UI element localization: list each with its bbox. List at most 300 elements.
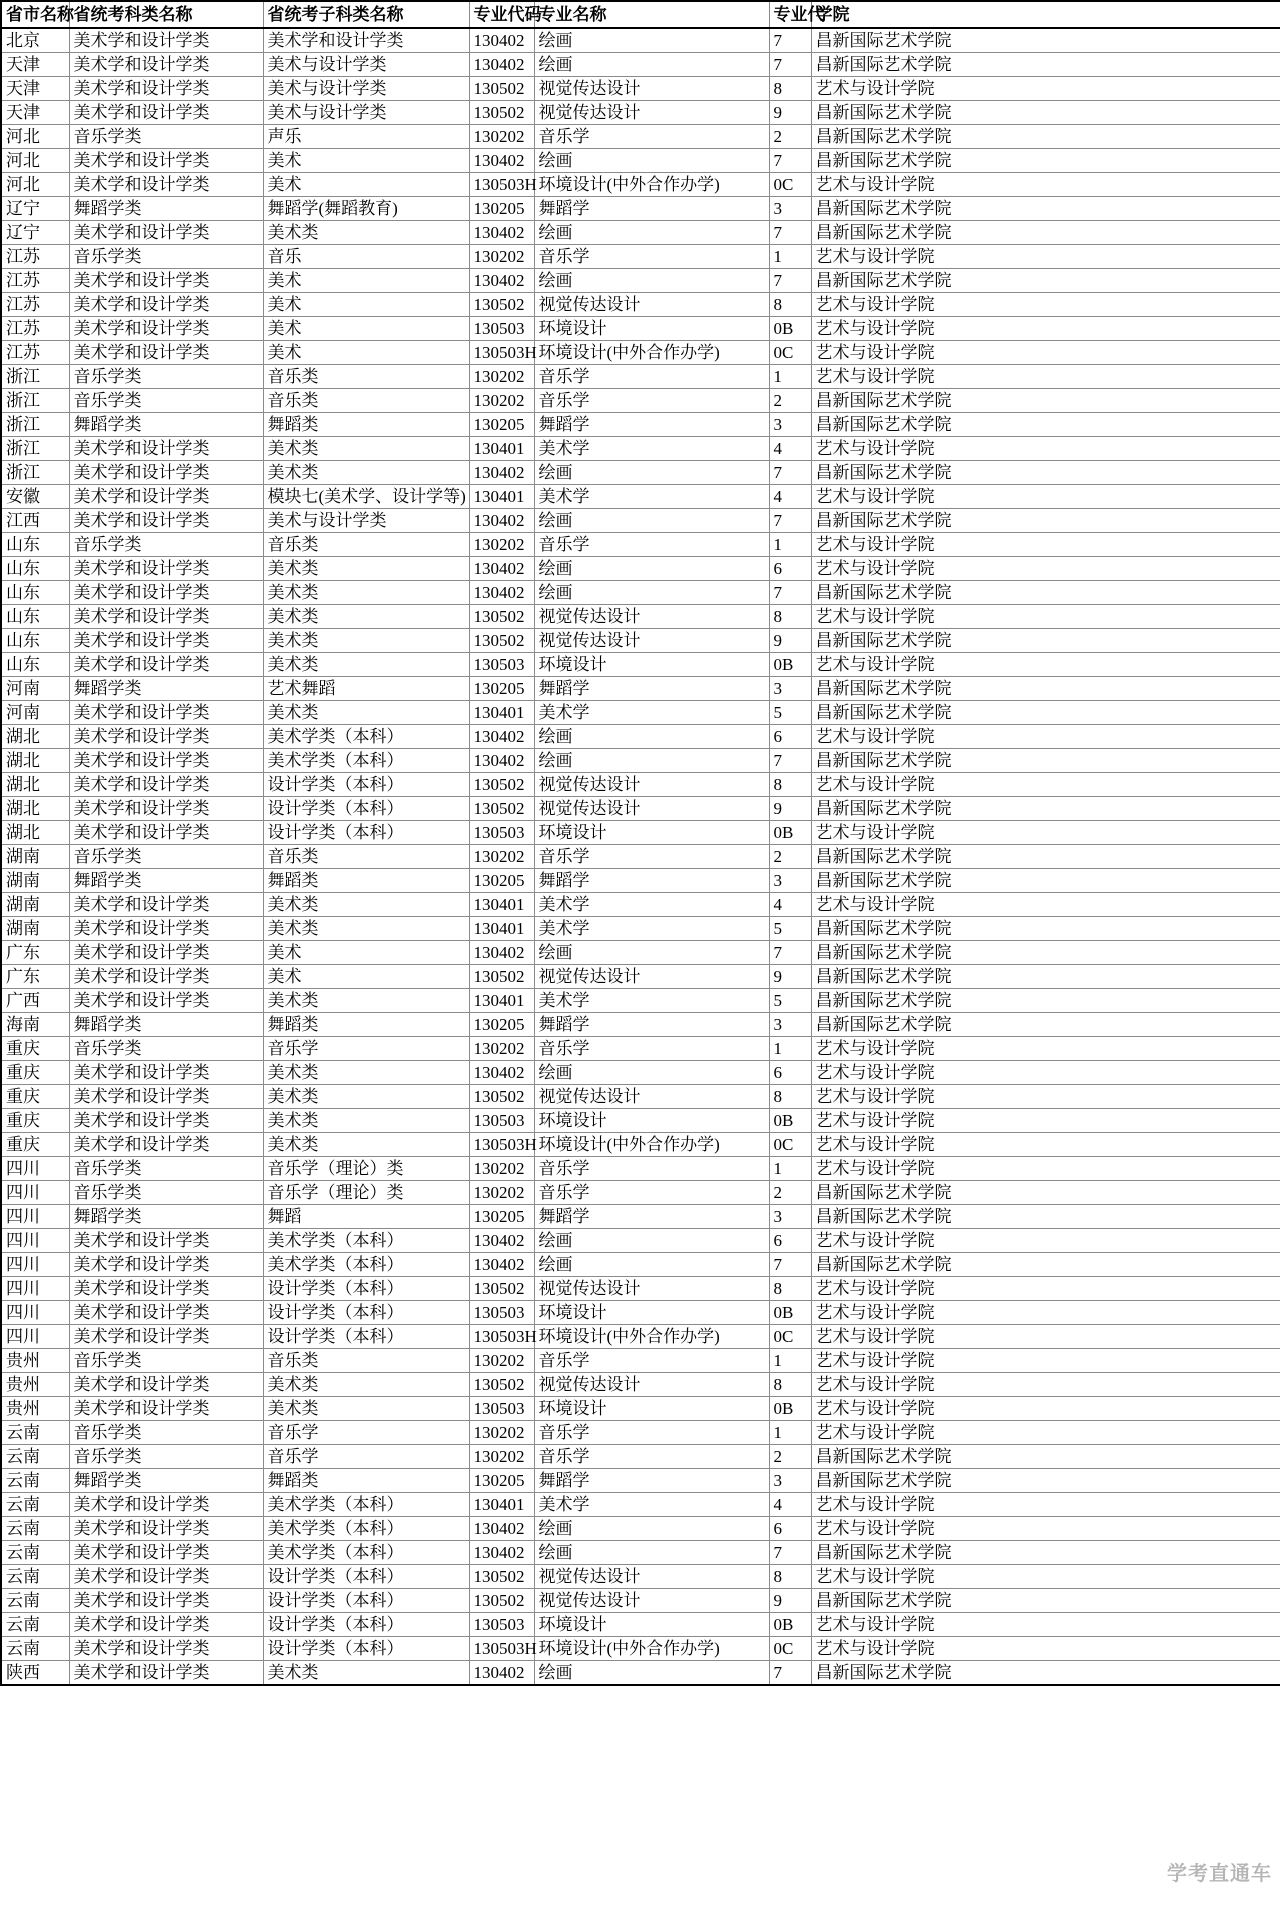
cell-major_code2[interactable]: 7 xyxy=(769,1253,811,1277)
cell-major_code[interactable]: 130402 xyxy=(469,1229,534,1253)
cell-province[interactable]: 江西 xyxy=(1,509,69,533)
cell-major_code2[interactable]: 1 xyxy=(769,1157,811,1181)
cell-major_name[interactable]: 舞蹈学 xyxy=(534,677,769,701)
cell-province[interactable]: 浙江 xyxy=(1,365,69,389)
cell-category[interactable]: 美术学和设计学类 xyxy=(69,341,263,365)
cell-major_name[interactable]: 音乐学 xyxy=(534,1349,769,1373)
cell-major_name[interactable]: 视觉传达设计 xyxy=(534,77,769,101)
cell-college[interactable]: 昌新国际艺术学院 xyxy=(811,965,1280,989)
cell-category[interactable]: 美术学和设计学类 xyxy=(69,893,263,917)
cell-major_code2[interactable]: 0B xyxy=(769,653,811,677)
cell-major_name[interactable]: 音乐学 xyxy=(534,389,769,413)
cell-subcategory[interactable]: 美术学类（本科） xyxy=(263,749,469,773)
cell-province[interactable]: 四川 xyxy=(1,1229,69,1253)
cell-category[interactable]: 美术学和设计学类 xyxy=(69,917,263,941)
cell-subcategory[interactable]: 美术类 xyxy=(263,917,469,941)
cell-province[interactable]: 广西 xyxy=(1,989,69,1013)
cell-category[interactable]: 美术学和设计学类 xyxy=(69,1133,263,1157)
cell-major_code[interactable]: 130402 xyxy=(469,221,534,245)
cell-major_name[interactable]: 舞蹈学 xyxy=(534,1469,769,1493)
cell-college[interactable]: 昌新国际艺术学院 xyxy=(811,1253,1280,1277)
cell-province[interactable]: 江苏 xyxy=(1,317,69,341)
cell-province[interactable]: 河南 xyxy=(1,677,69,701)
cell-major_name[interactable]: 绘画 xyxy=(534,1517,769,1541)
cell-college[interactable]: 昌新国际艺术学院 xyxy=(811,413,1280,437)
cell-category[interactable]: 音乐学类 xyxy=(69,1421,263,1445)
cell-major_name[interactable]: 音乐学 xyxy=(534,1445,769,1469)
cell-major_code[interactable]: 130402 xyxy=(469,1061,534,1085)
cell-category[interactable]: 美术学和设计学类 xyxy=(69,173,263,197)
cell-major_name[interactable]: 绘画 xyxy=(534,1061,769,1085)
cell-major_code2[interactable]: 3 xyxy=(769,1469,811,1493)
cell-category[interactable]: 美术学和设计学类 xyxy=(69,773,263,797)
cell-major_code[interactable]: 130502 xyxy=(469,1277,534,1301)
cell-major_code2[interactable]: 7 xyxy=(769,149,811,173)
cell-major_code2[interactable]: 9 xyxy=(769,101,811,125)
cell-subcategory[interactable]: 美术类 xyxy=(263,653,469,677)
cell-category[interactable]: 美术学和设计学类 xyxy=(69,53,263,77)
cell-college[interactable]: 艺术与设计学院 xyxy=(811,821,1280,845)
cell-college[interactable]: 艺术与设计学院 xyxy=(811,365,1280,389)
cell-major_code[interactable]: 130402 xyxy=(469,557,534,581)
cell-college[interactable]: 昌新国际艺术学院 xyxy=(811,53,1280,77)
cell-major_code2[interactable]: 4 xyxy=(769,1493,811,1517)
cell-subcategory[interactable]: 音乐学（理论）类 xyxy=(263,1181,469,1205)
cell-category[interactable]: 音乐学类 xyxy=(69,1181,263,1205)
cell-college[interactable]: 艺术与设计学院 xyxy=(811,77,1280,101)
cell-category[interactable]: 美术学和设计学类 xyxy=(69,701,263,725)
cell-subcategory[interactable]: 美术类 xyxy=(263,1061,469,1085)
cell-province[interactable]: 重庆 xyxy=(1,1085,69,1109)
cell-category[interactable]: 美术学和设计学类 xyxy=(69,1661,263,1686)
cell-province[interactable]: 湖北 xyxy=(1,797,69,821)
cell-college[interactable]: 艺术与设计学院 xyxy=(811,773,1280,797)
cell-province[interactable]: 云南 xyxy=(1,1541,69,1565)
cell-major_code2[interactable]: 7 xyxy=(769,749,811,773)
cell-province[interactable]: 海南 xyxy=(1,1013,69,1037)
cell-category[interactable]: 音乐学类 xyxy=(69,125,263,149)
cell-province[interactable]: 天津 xyxy=(1,77,69,101)
cell-major_code[interactable]: 130502 xyxy=(469,101,534,125)
cell-subcategory[interactable]: 美术类 xyxy=(263,893,469,917)
cell-province[interactable]: 山东 xyxy=(1,629,69,653)
cell-major_name[interactable]: 视觉传达设计 xyxy=(534,1565,769,1589)
cell-college[interactable]: 昌新国际艺术学院 xyxy=(811,1013,1280,1037)
cell-category[interactable]: 美术学和设计学类 xyxy=(69,437,263,461)
cell-category[interactable]: 美术学和设计学类 xyxy=(69,509,263,533)
cell-major_name[interactable]: 视觉传达设计 xyxy=(534,773,769,797)
cell-subcategory[interactable]: 设计学类（本科） xyxy=(263,1325,469,1349)
cell-major_name[interactable]: 绘画 xyxy=(534,557,769,581)
cell-major_code[interactable]: 130503 xyxy=(469,1397,534,1421)
cell-major_code[interactable]: 130202 xyxy=(469,1157,534,1181)
cell-province[interactable]: 湖北 xyxy=(1,725,69,749)
cell-major_name[interactable]: 环境设计 xyxy=(534,653,769,677)
cell-college[interactable]: 艺术与设计学院 xyxy=(811,485,1280,509)
cell-province[interactable]: 贵州 xyxy=(1,1349,69,1373)
cell-subcategory[interactable]: 音乐 xyxy=(263,245,469,269)
cell-major_code2[interactable]: 2 xyxy=(769,845,811,869)
cell-subcategory[interactable]: 美术类 xyxy=(263,461,469,485)
cell-subcategory[interactable]: 美术与设计学类 xyxy=(263,101,469,125)
cell-category[interactable]: 音乐学类 xyxy=(69,533,263,557)
cell-major_code[interactable]: 130402 xyxy=(469,941,534,965)
cell-major_name[interactable]: 舞蹈学 xyxy=(534,1013,769,1037)
cell-major_code[interactable]: 130205 xyxy=(469,413,534,437)
cell-college[interactable]: 昌新国际艺术学院 xyxy=(811,629,1280,653)
cell-college[interactable]: 昌新国际艺术学院 xyxy=(811,941,1280,965)
cell-province[interactable]: 云南 xyxy=(1,1613,69,1637)
cell-college[interactable]: 昌新国际艺术学院 xyxy=(811,869,1280,893)
cell-major_name[interactable]: 绘画 xyxy=(534,269,769,293)
cell-major_code[interactable]: 130202 xyxy=(469,1421,534,1445)
cell-college[interactable]: 艺术与设计学院 xyxy=(811,605,1280,629)
cell-subcategory[interactable]: 美术类 xyxy=(263,437,469,461)
cell-major_code[interactable]: 130402 xyxy=(469,1661,534,1686)
cell-subcategory[interactable]: 设计学类（本科） xyxy=(263,1613,469,1637)
cell-major_name[interactable]: 舞蹈学 xyxy=(534,1205,769,1229)
cell-major_code[interactable]: 130503 xyxy=(469,653,534,677)
cell-college[interactable]: 艺术与设计学院 xyxy=(811,893,1280,917)
cell-province[interactable]: 广东 xyxy=(1,941,69,965)
cell-major_name[interactable]: 环境设计(中外合作办学) xyxy=(534,1637,769,1661)
cell-major_name[interactable]: 舞蹈学 xyxy=(534,413,769,437)
cell-major_name[interactable]: 绘画 xyxy=(534,1661,769,1686)
cell-college[interactable]: 艺术与设计学院 xyxy=(811,1037,1280,1061)
cell-subcategory[interactable]: 设计学类（本科） xyxy=(263,797,469,821)
cell-category[interactable]: 音乐学类 xyxy=(69,245,263,269)
cell-subcategory[interactable]: 设计学类（本科） xyxy=(263,1565,469,1589)
cell-major_code[interactable]: 130202 xyxy=(469,245,534,269)
cell-major_code2[interactable]: 6 xyxy=(769,557,811,581)
cell-province[interactable]: 浙江 xyxy=(1,389,69,413)
cell-major_code[interactable]: 130503 xyxy=(469,821,534,845)
cell-province[interactable]: 云南 xyxy=(1,1589,69,1613)
cell-subcategory[interactable]: 美术类 xyxy=(263,989,469,1013)
cell-major_name[interactable]: 美术学 xyxy=(534,1493,769,1517)
column-header-major_code[interactable]: 专业代码 xyxy=(469,1,534,28)
cell-category[interactable]: 美术学和设计学类 xyxy=(69,1277,263,1301)
cell-province[interactable]: 四川 xyxy=(1,1181,69,1205)
cell-category[interactable]: 美术学和设计学类 xyxy=(69,1229,263,1253)
cell-major_code2[interactable]: 1 xyxy=(769,533,811,557)
cell-subcategory[interactable]: 美术学类（本科） xyxy=(263,1229,469,1253)
cell-category[interactable]: 美术学和设计学类 xyxy=(69,149,263,173)
cell-province[interactable]: 浙江 xyxy=(1,413,69,437)
cell-province[interactable]: 重庆 xyxy=(1,1037,69,1061)
cell-category[interactable]: 音乐学类 xyxy=(69,389,263,413)
cell-major_code[interactable]: 130503H xyxy=(469,173,534,197)
cell-subcategory[interactable]: 美术学和设计学类 xyxy=(263,28,469,53)
cell-major_name[interactable]: 视觉传达设计 xyxy=(534,1277,769,1301)
cell-category[interactable]: 舞蹈学类 xyxy=(69,1013,263,1037)
cell-college[interactable]: 昌新国际艺术学院 xyxy=(811,125,1280,149)
cell-subcategory[interactable]: 艺术舞蹈 xyxy=(263,677,469,701)
cell-major_code[interactable]: 130502 xyxy=(469,1565,534,1589)
cell-category[interactable]: 音乐学类 xyxy=(69,1349,263,1373)
cell-subcategory[interactable]: 美术与设计学类 xyxy=(263,77,469,101)
cell-major_code[interactable]: 130502 xyxy=(469,797,534,821)
cell-college[interactable]: 艺术与设计学院 xyxy=(811,1061,1280,1085)
cell-subcategory[interactable]: 美术学类（本科） xyxy=(263,725,469,749)
cell-major_code2[interactable]: 3 xyxy=(769,197,811,221)
cell-major_code2[interactable]: 0B xyxy=(769,821,811,845)
cell-major_code2[interactable]: 8 xyxy=(769,773,811,797)
cell-major_code[interactable]: 130205 xyxy=(469,1205,534,1229)
cell-major_code[interactable]: 130502 xyxy=(469,773,534,797)
cell-major_name[interactable]: 绘画 xyxy=(534,725,769,749)
column-header-province[interactable]: 省市名称 xyxy=(1,1,69,28)
cell-subcategory[interactable]: 声乐 xyxy=(263,125,469,149)
cell-subcategory[interactable]: 音乐类 xyxy=(263,533,469,557)
cell-major_name[interactable]: 绘画 xyxy=(534,221,769,245)
cell-major_name[interactable]: 音乐学 xyxy=(534,1157,769,1181)
cell-subcategory[interactable]: 美术类 xyxy=(263,1661,469,1686)
cell-subcategory[interactable]: 美术与设计学类 xyxy=(263,509,469,533)
cell-major_code[interactable]: 130402 xyxy=(469,749,534,773)
cell-major_code[interactable]: 130401 xyxy=(469,893,534,917)
cell-major_name[interactable]: 环境设计(中外合作办学) xyxy=(534,341,769,365)
column-header-major_code2[interactable]: 专业代 xyxy=(769,1,811,28)
cell-category[interactable]: 美术学和设计学类 xyxy=(69,605,263,629)
cell-subcategory[interactable]: 美术 xyxy=(263,149,469,173)
cell-college[interactable]: 艺术与设计学院 xyxy=(811,1109,1280,1133)
cell-major_code2[interactable]: 3 xyxy=(769,677,811,701)
cell-category[interactable]: 美术学和设计学类 xyxy=(69,989,263,1013)
cell-college[interactable]: 艺术与设计学院 xyxy=(811,1565,1280,1589)
cell-major_name[interactable]: 视觉传达设计 xyxy=(534,1085,769,1109)
cell-major_code2[interactable]: 5 xyxy=(769,989,811,1013)
cell-major_code2[interactable]: 6 xyxy=(769,1061,811,1085)
cell-major_code[interactable]: 130202 xyxy=(469,365,534,389)
cell-province[interactable]: 湖南 xyxy=(1,845,69,869)
cell-major_name[interactable]: 音乐学 xyxy=(534,845,769,869)
cell-major_code[interactable]: 130503 xyxy=(469,317,534,341)
cell-province[interactable]: 陕西 xyxy=(1,1661,69,1686)
cell-province[interactable]: 江苏 xyxy=(1,245,69,269)
cell-category[interactable]: 美术学和设计学类 xyxy=(69,653,263,677)
cell-subcategory[interactable]: 美术 xyxy=(263,293,469,317)
cell-college[interactable]: 昌新国际艺术学院 xyxy=(815,1663,952,1682)
cell-category[interactable]: 美术学和设计学类 xyxy=(69,1517,263,1541)
cell-major_code[interactable]: 130205 xyxy=(469,197,534,221)
cell-college[interactable]: 艺术与设计学院 xyxy=(811,533,1280,557)
cell-major_name[interactable]: 音乐学 xyxy=(534,1037,769,1061)
cell-province[interactable]: 重庆 xyxy=(1,1133,69,1157)
cell-major_code2[interactable]: 7 xyxy=(769,28,811,53)
cell-subcategory[interactable]: 美术类 xyxy=(263,1397,469,1421)
cell-province[interactable]: 江苏 xyxy=(1,269,69,293)
column-header-subcategory[interactable]: 省统考子科类名称 xyxy=(263,1,469,28)
cell-college[interactable]: 昌新国际艺术学院 xyxy=(811,581,1280,605)
cell-major_code[interactable]: 130503H xyxy=(469,1637,534,1661)
cell-college[interactable]: 艺术与设计学院 xyxy=(811,1157,1280,1181)
cell-major_code2[interactable]: 4 xyxy=(769,485,811,509)
cell-category[interactable]: 美术学和设计学类 xyxy=(69,581,263,605)
cell-category[interactable]: 美术学和设计学类 xyxy=(69,1589,263,1613)
cell-major_name[interactable]: 绘画 xyxy=(534,581,769,605)
cell-major_name[interactable]: 美术学 xyxy=(534,893,769,917)
cell-category[interactable]: 美术学和设计学类 xyxy=(69,797,263,821)
cell-subcategory[interactable]: 音乐类 xyxy=(263,845,469,869)
cell-province[interactable]: 重庆 xyxy=(1,1061,69,1085)
cell-major_name[interactable]: 美术学 xyxy=(534,437,769,461)
cell-major_code[interactable]: 130402 xyxy=(469,53,534,77)
cell-major_code2[interactable]: 9 xyxy=(769,1589,811,1613)
cell-subcategory[interactable]: 美术类 xyxy=(263,1373,469,1397)
cell-major_code[interactable]: 130502 xyxy=(469,293,534,317)
cell-category[interactable]: 美术学和设计学类 xyxy=(69,1085,263,1109)
cell-major_code[interactable]: 130502 xyxy=(469,1085,534,1109)
cell-major_code2[interactable]: 1 xyxy=(769,365,811,389)
cell-category[interactable]: 美术学和设计学类 xyxy=(69,1373,263,1397)
cell-category[interactable]: 美术学和设计学类 xyxy=(69,965,263,989)
cell-major_name[interactable]: 环境设计 xyxy=(534,1613,769,1637)
cell-province[interactable]: 湖南 xyxy=(1,893,69,917)
cell-major_name[interactable]: 音乐学 xyxy=(534,365,769,389)
cell-major_code[interactable]: 130202 xyxy=(469,389,534,413)
cell-major_name[interactable]: 绘画 xyxy=(534,149,769,173)
cell-category[interactable]: 美术学和设计学类 xyxy=(69,101,263,125)
cell-major_code2[interactable]: 8 xyxy=(769,605,811,629)
cell-category[interactable]: 美术学和设计学类 xyxy=(69,821,263,845)
cell-province[interactable]: 云南 xyxy=(1,1421,69,1445)
cell-major_code[interactable]: 130202 xyxy=(469,1181,534,1205)
cell-college[interactable]: 昌新国际艺术学院 xyxy=(811,221,1280,245)
cell-major_code2[interactable]: 0C xyxy=(769,341,811,365)
cell-major_name[interactable]: 美术学 xyxy=(534,917,769,941)
cell-major_code2[interactable]: 3 xyxy=(769,869,811,893)
cell-major_code2[interactable]: 3 xyxy=(769,413,811,437)
cell-province[interactable]: 天津 xyxy=(1,53,69,77)
cell-major_name[interactable]: 绘画 xyxy=(534,509,769,533)
cell-major_name[interactable]: 美术学 xyxy=(534,701,769,725)
cell-college[interactable]: 昌新国际艺术学院 xyxy=(811,1541,1280,1565)
cell-province[interactable]: 四川 xyxy=(1,1253,69,1277)
cell-college[interactable]: 昌新国际艺术学院 xyxy=(811,1469,1280,1493)
cell-subcategory[interactable]: 设计学类（本科） xyxy=(263,821,469,845)
cell-major_code[interactable]: 130205 xyxy=(469,869,534,893)
cell-major_code[interactable]: 130402 xyxy=(469,149,534,173)
cell-subcategory[interactable]: 美术 xyxy=(263,341,469,365)
cell-college[interactable]: 艺术与设计学院 xyxy=(811,341,1280,365)
cell-major_code[interactable]: 130202 xyxy=(469,1349,534,1373)
cell-subcategory[interactable]: 舞蹈类 xyxy=(263,1013,469,1037)
cell-major_code2[interactable]: 0B xyxy=(769,1613,811,1637)
cell-subcategory[interactable]: 美术 xyxy=(263,941,469,965)
cell-major_code2[interactable]: 1 xyxy=(769,1037,811,1061)
cell-college[interactable]: 艺术与设计学院 xyxy=(811,1277,1280,1301)
cell-subcategory[interactable]: 模块七(美术学、设计学等) xyxy=(263,485,469,509)
cell-college[interactable]: 昌新国际艺术学院 xyxy=(811,149,1280,173)
cell-major_code2[interactable]: 7 xyxy=(769,269,811,293)
cell-category[interactable]: 美术学和设计学类 xyxy=(69,485,263,509)
cell-province[interactable]: 湖北 xyxy=(1,821,69,845)
cell-major_code[interactable]: 130502 xyxy=(469,965,534,989)
cell-subcategory[interactable]: 设计学类（本科） xyxy=(263,1589,469,1613)
cell-major_code2[interactable]: 5 xyxy=(769,701,811,725)
cell-category[interactable]: 美术学和设计学类 xyxy=(69,1637,263,1661)
cell-province[interactable]: 安徽 xyxy=(1,485,69,509)
cell-college[interactable]: 艺术与设计学院 xyxy=(811,1085,1280,1109)
cell-college[interactable]: 昌新国际艺术学院 xyxy=(811,1181,1280,1205)
column-header-major_name[interactable]: 专业名称 xyxy=(534,1,769,28)
cell-major_name[interactable]: 绘画 xyxy=(534,1541,769,1565)
cell-major_code[interactable]: 130503 xyxy=(469,1301,534,1325)
cell-college[interactable]: 艺术与设计学院 xyxy=(811,557,1280,581)
cell-major_code2[interactable]: 0B xyxy=(769,317,811,341)
cell-province[interactable]: 湖北 xyxy=(1,749,69,773)
cell-subcategory[interactable]: 美术学类（本科） xyxy=(263,1517,469,1541)
cell-subcategory[interactable]: 音乐学 xyxy=(263,1037,469,1061)
cell-category[interactable]: 美术学和设计学类 xyxy=(69,1061,263,1085)
cell-college[interactable]: 艺术与设计学院 xyxy=(811,1349,1280,1373)
cell-major_code2[interactable]: 3 xyxy=(769,1013,811,1037)
cell-province[interactable]: 重庆 xyxy=(1,1109,69,1133)
cell-major_code[interactable]: 130401 xyxy=(469,917,534,941)
cell-major_name[interactable]: 绘画 xyxy=(534,749,769,773)
cell-province[interactable]: 河南 xyxy=(1,701,69,725)
cell-subcategory[interactable]: 美术类 xyxy=(263,221,469,245)
cell-category[interactable]: 舞蹈学类 xyxy=(69,1205,263,1229)
cell-major_code2[interactable]: 1 xyxy=(769,1349,811,1373)
cell-major_code[interactable]: 130402 xyxy=(469,1517,534,1541)
cell-major_code[interactable]: 130202 xyxy=(469,845,534,869)
cell-subcategory[interactable]: 美术学类（本科） xyxy=(263,1541,469,1565)
cell-major_code2[interactable]: 2 xyxy=(769,1445,811,1469)
cell-major_name[interactable]: 视觉传达设计 xyxy=(534,293,769,317)
cell-category[interactable]: 舞蹈学类 xyxy=(69,869,263,893)
cell-province[interactable]: 云南 xyxy=(1,1565,69,1589)
cell-major_name[interactable]: 绘画 xyxy=(534,1229,769,1253)
cell-college[interactable]: 艺术与设计学院 xyxy=(811,725,1280,749)
cell-major_code2[interactable]: 5 xyxy=(769,917,811,941)
cell-province[interactable]: 河北 xyxy=(1,173,69,197)
cell-college[interactable]: 昌新国际艺术学院 xyxy=(811,989,1280,1013)
cell-college[interactable]: 艺术与设计学院 xyxy=(811,1133,1280,1157)
cell-major_code2[interactable]: 6 xyxy=(769,725,811,749)
cell-major_code2[interactable]: 3 xyxy=(769,1205,811,1229)
cell-major_code2[interactable]: 7 xyxy=(769,1541,811,1565)
cell-province[interactable]: 贵州 xyxy=(1,1373,69,1397)
cell-major_code2[interactable]: 8 xyxy=(769,1085,811,1109)
cell-category[interactable]: 美术学和设计学类 xyxy=(69,1325,263,1349)
cell-college[interactable]: 昌新国际艺术学院 xyxy=(811,197,1280,221)
cell-category[interactable]: 美术学和设计学类 xyxy=(69,749,263,773)
cell-college[interactable]: 昌新国际艺术学院 xyxy=(811,1205,1280,1229)
cell-category[interactable]: 音乐学类 xyxy=(69,365,263,389)
cell-major_code[interactable]: 130503H xyxy=(469,341,534,365)
cell-major_name[interactable]: 视觉传达设计 xyxy=(534,605,769,629)
cell-college[interactable]: 艺术与设计学院 xyxy=(811,1325,1280,1349)
cell-category[interactable]: 美术学和设计学类 xyxy=(69,28,263,53)
cell-major_code2[interactable]: 7 xyxy=(769,509,811,533)
cell-subcategory[interactable]: 音乐类 xyxy=(263,1349,469,1373)
cell-subcategory[interactable]: 美术 xyxy=(263,317,469,341)
cell-subcategory[interactable]: 音乐学 xyxy=(263,1445,469,1469)
cell-category[interactable]: 舞蹈学类 xyxy=(69,1469,263,1493)
cell-major_name[interactable]: 环境设计(中外合作办学) xyxy=(534,1133,769,1157)
cell-province[interactable]: 四川 xyxy=(1,1325,69,1349)
cell-subcategory[interactable]: 音乐学 xyxy=(263,1421,469,1445)
cell-province[interactable]: 山东 xyxy=(1,557,69,581)
cell-subcategory[interactable]: 美术类 xyxy=(263,1133,469,1157)
cell-major_code[interactable]: 130205 xyxy=(469,677,534,701)
cell-major_code[interactable]: 130202 xyxy=(469,125,534,149)
cell-province[interactable]: 河北 xyxy=(1,149,69,173)
column-header-category[interactable]: 省统考科类名称 xyxy=(69,1,263,28)
cell-province[interactable]: 广东 xyxy=(1,965,69,989)
